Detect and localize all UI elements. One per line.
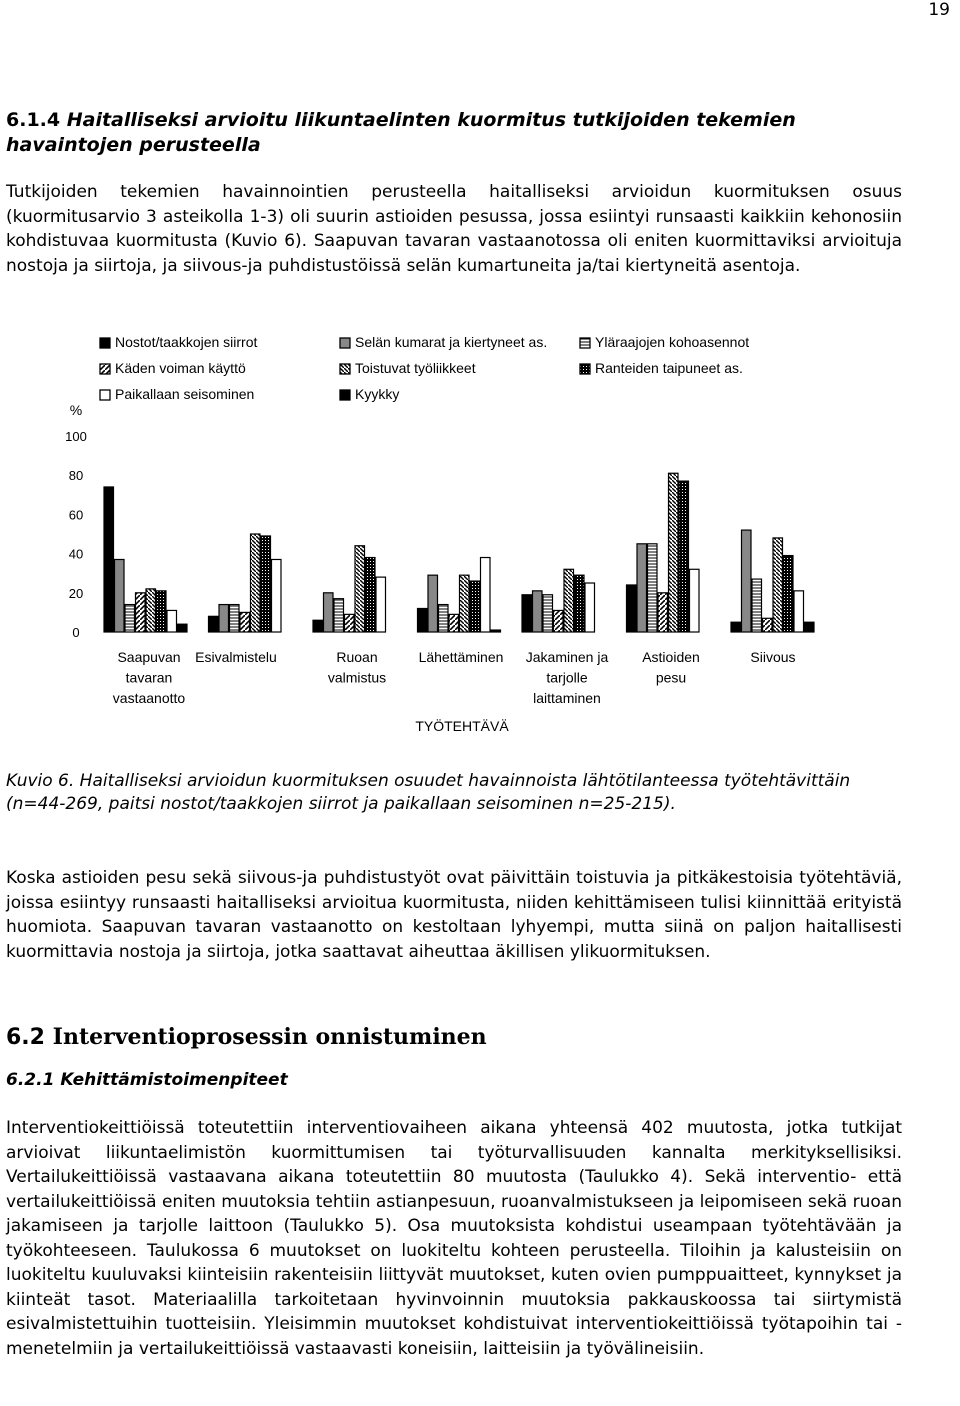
bar-s4-g6 — [773, 538, 783, 632]
x-tick-2-0: Ruoan — [336, 649, 378, 665]
bar-s6-g1 — [272, 559, 282, 632]
legend-label-5: Ranteiden taipuneet as. — [595, 360, 743, 376]
chart-x-labels — [113, 649, 796, 734]
bar-s3-g2 — [345, 614, 355, 632]
bar-s1-g4 — [533, 591, 543, 632]
bar-s2-g6 — [752, 579, 762, 632]
legend-swatch-0 — [100, 338, 110, 348]
bar-s4-g2 — [355, 546, 365, 632]
chart-bars — [104, 473, 814, 632]
bar-s6-g0 — [167, 610, 177, 632]
paragraph-1: Tutkijoiden tekemien havainnointien perusteella haitalliseksi arvioidun kuormituksen osuus (kuormitusarvio 3 asteikolla 1-3) oli suurin astioiden pesussa, jossa esiintyi runsaasti kaikkiin kehonosiin kohdistuvaa kuormitusta (Kuvio 6). Saapuvan tavaran vastaanotossa oli eniten kuormittaviksi arvioituja nostoja ja siirtoja, ja siivous-ja puhdistustöissä selän kumartuneita ja/tai kiertyneitä asentoja. — [6, 182, 902, 276]
x-tick-2-1: valmistus — [327, 669, 387, 686]
section-number: 6.1.4 — [6, 109, 61, 131]
bar-chart — [0, 320, 960, 740]
y-tick-0: 0 — [72, 625, 80, 640]
bar-s1-g5 — [637, 544, 647, 632]
bar-s4-g3 — [460, 575, 470, 632]
chart-y-axis — [65, 402, 87, 640]
bar-s5-g2 — [366, 558, 376, 632]
bar-s4-g5 — [669, 473, 679, 632]
bar-s3-g4 — [554, 610, 564, 632]
bar-s3-g6 — [763, 618, 773, 632]
section-3-number: 6.2.1 — [6, 1070, 55, 1090]
bar-s7-g6 — [805, 622, 815, 632]
legend-label-2: Yläraajojen kohoasennot — [595, 334, 750, 350]
legend-label-4: Toistuvat työliikkeet — [355, 360, 476, 376]
legend-swatch-7 — [340, 390, 350, 400]
bar-s1-g2 — [324, 593, 334, 632]
bar-s0-g2 — [313, 620, 323, 632]
y-tick-1: 20 — [68, 585, 84, 601]
bar-s1-g3 — [428, 575, 438, 632]
section-2-title: Interventioprosessin onnistuminen — [52, 1024, 487, 1050]
x-tick-0-0: Saapuvan — [117, 649, 181, 665]
x-tick-1-0: Esivalmistelu — [195, 649, 277, 665]
page-number: 19 — [928, 0, 950, 20]
x-tick-5-0: Astioiden — [642, 649, 700, 665]
bar-s3-g0 — [136, 593, 146, 632]
section-title: Haitalliseksi arvioitu liikuntaelinten kuormitus tutkijoiden tekemien havaintojen perusteella — [6, 109, 796, 156]
x-tick-3-0: Lähettäminen — [418, 649, 504, 665]
bar-s2-g3 — [439, 605, 449, 632]
paragraph-2: Koska astioiden pesu sekä siivous-ja puhdistustyöt ovat päivittäin toistuvia ja pitkäkestoisia työtehtäviä, joissa esiintyy runsaasti haitalliseksi arvioitua kuormitusta, niiden kehittämiseen tulisi kiinnittää erityistä huomiota. Saapuvan tavaran vastaanotto on kestoltaan lyhyempi, mutta siinä on paljon haitallisesti kuormittavia nostoja ja siirtoja, jotka saattavat aiheuttaa äkillisen ylikuormituksen. — [6, 868, 902, 962]
bar-s0-g4 — [522, 595, 532, 632]
section-3-title: Kehittämistoimenpiteet — [60, 1070, 288, 1090]
legend-swatch-5 — [580, 364, 590, 374]
legend-swatch-2 — [580, 338, 590, 348]
bar-s1-g6 — [742, 530, 752, 632]
bar-s0-g6 — [731, 622, 741, 632]
bar-s5-g1 — [261, 536, 271, 632]
bar-s1-g0 — [115, 559, 125, 632]
x-tick-4-1: tarjolle — [546, 669, 588, 686]
legend-label-3: Käden voiman käyttö — [115, 360, 246, 376]
legend-swatch-6 — [100, 390, 110, 400]
bar-s2-g2 — [334, 599, 344, 632]
bar-s0-g3 — [418, 608, 428, 632]
bar-s2-g1 — [230, 605, 240, 632]
bar-s4-g4 — [564, 569, 574, 632]
chart-legend — [100, 334, 749, 402]
bar-s6-g2 — [376, 577, 386, 632]
bar-s3-g3 — [449, 614, 459, 632]
legend-label-1: Selän kumarat ja kiertyneet as. — [355, 334, 548, 350]
section-2-heading — [6, 1024, 487, 1050]
paragraph-3: Interventiokeittiöissä toteutettiin interventiovaiheen aikana yhteensä 402 muutosta, jotka tutkijat arvioivat liikuntaelimistön kuormittumisen tai työturvallisuuden kannalta merkityksellisiksi. Vertailukeittiöissä vastaavana aikana toteutettiin 80 muutosta (Taulukko 4). Sekä interventio- että vertailukeittiöissä eniten muutoksia tehtiin astianpesuun, ruoanvalmistukseen ja leipomiseen sekä ruoan jakamiseen ja tarjolle laittoon (Taulukko 5). Osa muutoksista kohdistui useampaan työtehtävään ja työkohteeseen. Taulukossa 6 muutokset on luokiteltu kohteen perusteella. Tiloihin ja kalusteisiin on luokiteltu kuuluvaksi kiinteisiin rakenteisiin liittyvät muutokset, kuten ovien pumppuaitteet, kynnykset ja kiinteät tasot. Materiaalilla tarkoitetaan hyvinvoinnin muutoksia pakkauskoossa tai siirtymistä esivalmistettuihin tuotteisiin. Yleisimmin muutokset kohdistuivat interventiokeittiöissä työtapoihin tai -menetelmiin ja vertailukeittiöissä vastaavasti koneisiin, laitteisiin ja työvälineisiin. — [6, 1118, 902, 1359]
bar-s5-g4 — [575, 575, 585, 632]
bar-s5-g3 — [470, 581, 480, 632]
y-tick-3: 60 — [68, 507, 84, 523]
bar-s2-g0 — [125, 605, 135, 632]
x-tick-0-2: vastaanotto — [112, 690, 186, 706]
x-tick-0-1: tavaran — [125, 669, 173, 686]
bar-s3-g1 — [240, 612, 250, 632]
y-tick-5: 100 — [65, 429, 87, 444]
bar-s4-g1 — [251, 534, 261, 632]
bar-s3-g5 — [658, 593, 668, 632]
legend-swatch-4 — [340, 364, 350, 374]
y-tick-4: 80 — [68, 468, 84, 484]
bar-s6-g6 — [794, 591, 804, 632]
bar-s4-g0 — [146, 589, 156, 632]
bar-s1-g1 — [219, 605, 229, 632]
x-tick-4-2: laittaminen — [533, 690, 601, 706]
legend-label-0: Nostot/taakkojen siirrot — [115, 334, 258, 350]
section-2-number: 6.2 — [6, 1025, 45, 1050]
x-tick-4-0: Jakaminen ja — [525, 649, 609, 665]
bar-s0-g5 — [627, 585, 637, 632]
bar-s7-g0 — [178, 624, 188, 632]
bar-s5-g0 — [157, 591, 167, 632]
x-tick-6-0: Siivous — [750, 649, 796, 665]
figure-caption: Kuvio 6. Haitalliseksi arvioidun kuormituksen osuudet havainnoista lähtötilanteessa työtehtävittäin (n=44-269, paitsi nostot/taakkojen siirrot ja paikallaan seisominen n=25-215). — [6, 771, 851, 814]
bar-s2-g5 — [648, 544, 658, 632]
bar-s7-g3 — [491, 630, 501, 632]
legend-swatch-3 — [100, 364, 110, 374]
section-3-heading — [6, 1070, 288, 1090]
legend-label-6: Paikallaan seisominen — [115, 386, 255, 402]
x-axis-label: TYÖTEHTÄVÄ — [415, 718, 509, 734]
bar-s6-g3 — [481, 558, 491, 632]
y-tick-2: 40 — [68, 546, 84, 562]
bar-s2-g4 — [543, 595, 553, 632]
bar-s0-g0 — [104, 487, 114, 632]
x-tick-5-1: pesu — [655, 669, 687, 686]
bar-s6-g5 — [690, 569, 700, 632]
bar-s6-g4 — [585, 583, 595, 632]
bar-s5-g5 — [679, 481, 689, 632]
bar-s5-g6 — [784, 556, 794, 632]
section-heading — [6, 108, 906, 158]
bar-s0-g1 — [209, 616, 219, 632]
y-axis-label: % — [69, 402, 83, 418]
legend-label-7: Kyykky — [355, 386, 400, 402]
legend-swatch-1 — [340, 338, 350, 348]
